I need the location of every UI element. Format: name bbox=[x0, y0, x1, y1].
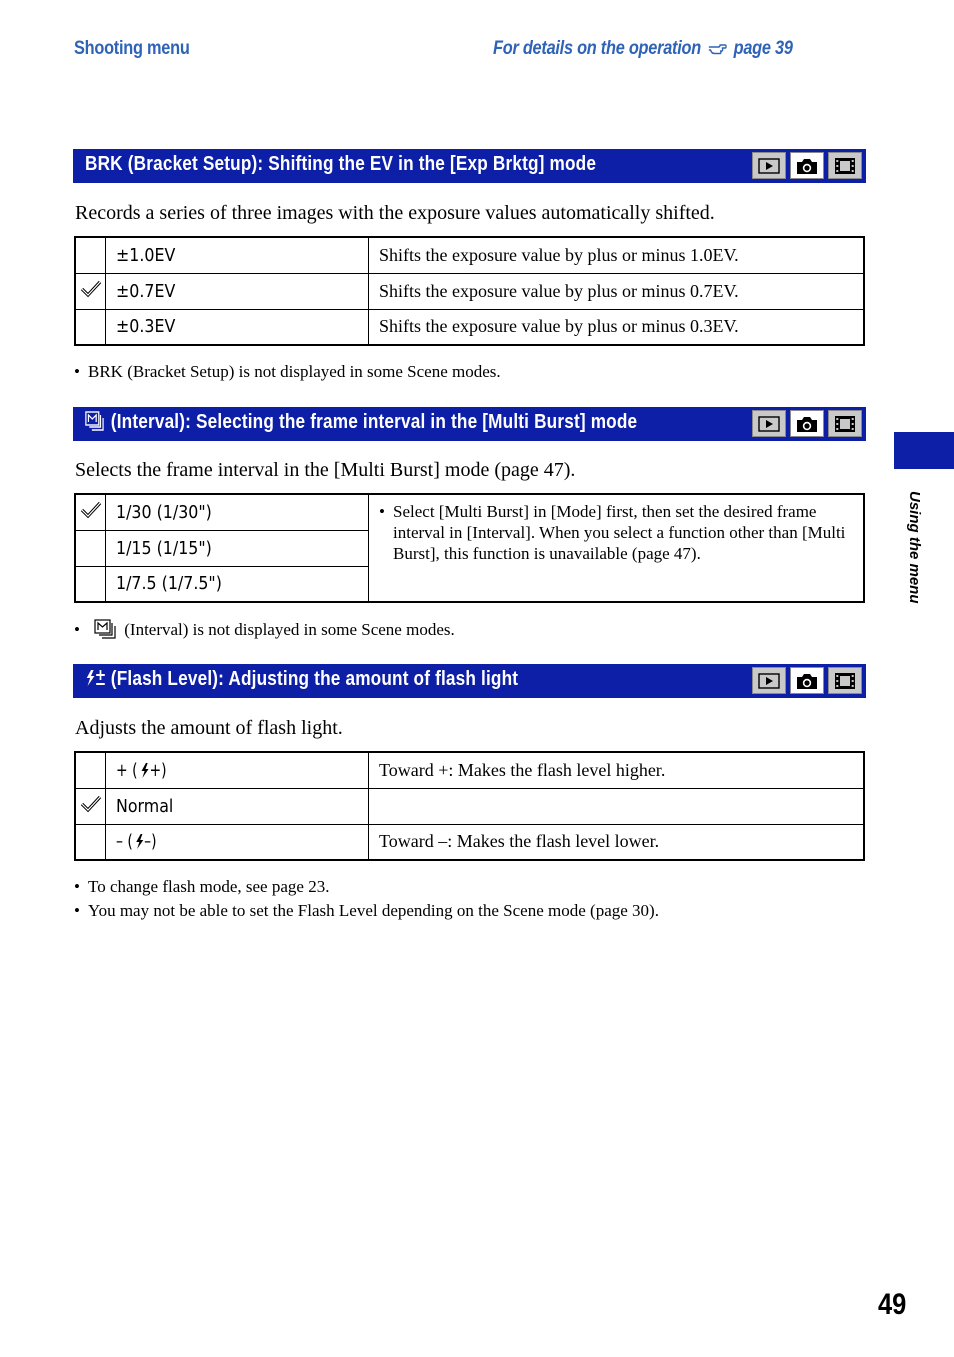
still-camera-icon bbox=[790, 410, 824, 437]
playback-icon bbox=[752, 410, 786, 437]
check-cell bbox=[75, 752, 106, 788]
check-cell bbox=[75, 309, 106, 345]
check-cell bbox=[75, 566, 106, 602]
option-description: Toward –: Makes the flash level lower. bbox=[369, 824, 865, 860]
pointing-hand-icon bbox=[708, 40, 727, 62]
running-header-details bbox=[493, 38, 793, 62]
playback-icon bbox=[752, 152, 786, 179]
option-description: Toward +: Makes the flash level higher. bbox=[369, 752, 865, 788]
section-intro: Records a series of three images with the exposure values automatically shifted. bbox=[75, 202, 715, 224]
table-row[interactable] bbox=[75, 273, 864, 309]
option-description bbox=[369, 788, 865, 824]
option-label: + ( +) bbox=[106, 752, 369, 788]
option-label: – ( –) bbox=[106, 824, 369, 860]
option-label: ±0.3EV bbox=[106, 309, 369, 345]
side-tab-label: Using the menu bbox=[906, 491, 923, 604]
multi-burst-icon bbox=[94, 619, 118, 644]
footnote: • You may not be able to set the Flash Level depending on the Scene mode (page 30). bbox=[74, 901, 659, 920]
flash-level-icon bbox=[85, 669, 106, 693]
table-row[interactable] bbox=[75, 752, 864, 788]
option-description: Shifts the exposure value by plus or minus 1.0EV. bbox=[369, 237, 865, 273]
option-label: Normal bbox=[106, 788, 369, 824]
footnote: • (Interval) is not displayed in some Scene modes. bbox=[74, 619, 455, 644]
section-title: (Flash Level): Adjusting the amount of flash light bbox=[85, 668, 518, 693]
bullet: • bbox=[74, 901, 80, 920]
bullet: • bbox=[74, 877, 80, 896]
option-label: ±1.0EV bbox=[106, 237, 369, 273]
default-checkmark-icon bbox=[80, 795, 102, 813]
details-text: For details on the operation bbox=[493, 38, 701, 59]
still-camera-icon bbox=[790, 152, 824, 179]
option-label: 1/15 (1/15") bbox=[106, 530, 369, 566]
running-header-section: Shooting menu bbox=[74, 38, 190, 59]
option-note: • Select [Multi Burst] in [Mode] first, then set the desired frame interval in [Interval]. When you select a function other than [Multi Burst], this function is unavailable (page 47). bbox=[369, 494, 865, 602]
footnote: • To change flash mode, see page 23. bbox=[74, 877, 330, 896]
option-description: Shifts the exposure value by plus or minus 0.3EV. bbox=[369, 309, 865, 345]
check-cell bbox=[75, 530, 106, 566]
section-intro: Adjusts the amount of flash light. bbox=[75, 717, 343, 739]
flash-level-options-table bbox=[74, 751, 865, 861]
bullet: • bbox=[74, 620, 80, 639]
movie-icon bbox=[828, 667, 862, 694]
side-tab-marker bbox=[894, 432, 954, 469]
mode-icons bbox=[748, 152, 862, 179]
default-checkmark-icon bbox=[80, 501, 102, 519]
check-cell bbox=[75, 273, 106, 309]
option-label: 1/7.5 (1/7.5") bbox=[106, 566, 369, 602]
section-title: (Interval): Selecting the frame interval in the [Multi Burst] mode bbox=[85, 411, 637, 437]
page-number: 49 bbox=[878, 1288, 907, 1321]
movie-icon bbox=[828, 410, 862, 437]
option-label: 1/30 (1/30") bbox=[106, 494, 369, 530]
footnote: • BRK (Bracket Setup) is not displayed in some Scene modes. bbox=[74, 362, 501, 381]
table-row[interactable] bbox=[75, 237, 864, 273]
still-camera-icon bbox=[790, 667, 824, 694]
table-row[interactable] bbox=[75, 824, 864, 860]
multi-burst-icon bbox=[85, 411, 106, 437]
mode-icons bbox=[748, 410, 862, 437]
interval-options-table bbox=[74, 493, 865, 603]
check-cell bbox=[75, 788, 106, 824]
table-row[interactable] bbox=[75, 309, 864, 345]
table-row[interactable] bbox=[75, 788, 864, 824]
bracket-options-table bbox=[74, 236, 865, 346]
option-label: ±0.7EV bbox=[106, 273, 369, 309]
check-cell bbox=[75, 237, 106, 273]
default-checkmark-icon bbox=[80, 280, 102, 298]
bullet: • bbox=[379, 502, 385, 521]
details-page-link[interactable]: page 39 bbox=[733, 38, 793, 59]
table-row[interactable] bbox=[75, 494, 864, 530]
section-intro: Selects the frame interval in the [Multi Burst] mode (page 47). bbox=[75, 459, 576, 481]
check-cell bbox=[75, 824, 106, 860]
section-bar-interval bbox=[73, 407, 866, 441]
flash-icon bbox=[140, 763, 149, 778]
flash-icon bbox=[135, 834, 144, 849]
option-description: Shifts the exposure value by plus or minus 0.7EV. bbox=[369, 273, 865, 309]
section-bar-flash-level bbox=[73, 664, 866, 698]
check-cell bbox=[75, 494, 106, 530]
movie-icon bbox=[828, 152, 862, 179]
playback-icon bbox=[752, 667, 786, 694]
mode-icons bbox=[748, 667, 862, 694]
section-title: BRK (Bracket Setup): Shifting the EV in the [Exp Brktg] mode bbox=[85, 153, 597, 175]
section-bar-bracket-setup bbox=[73, 149, 866, 183]
bullet: • bbox=[74, 362, 80, 381]
